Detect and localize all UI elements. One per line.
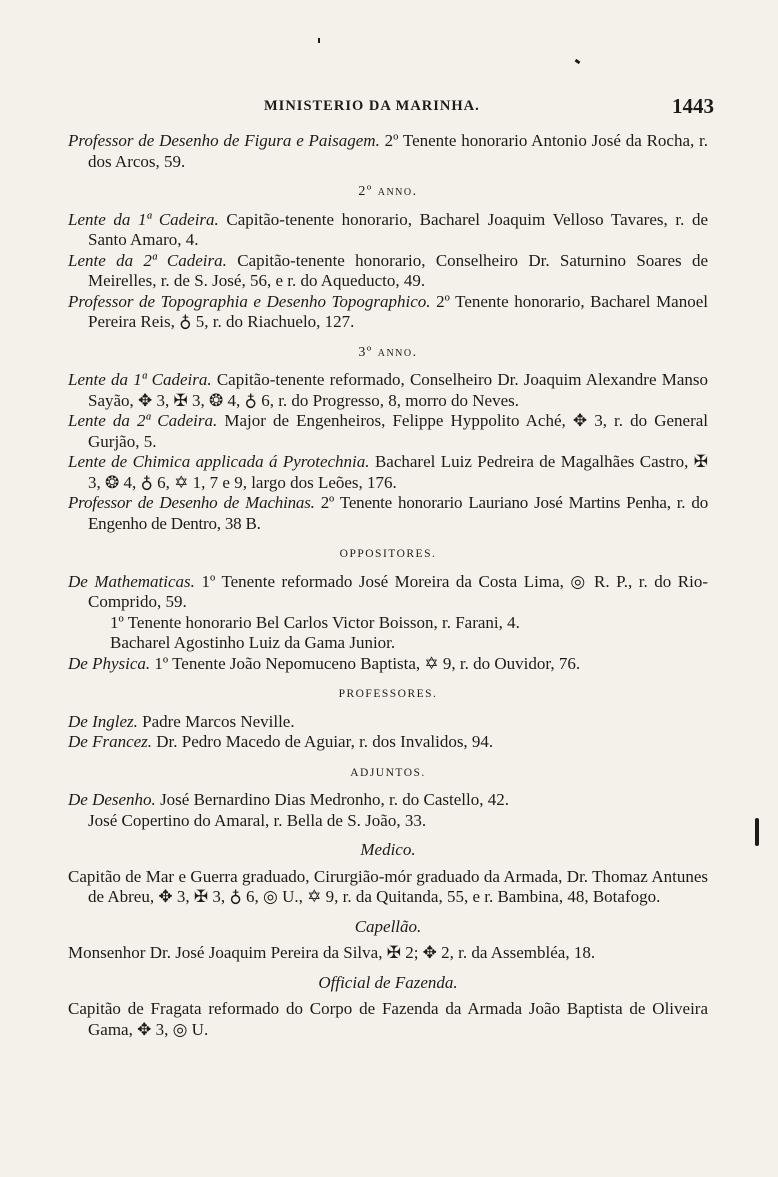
staff-entry [68,867,708,908]
entry-text: Monsenhor Dr. José Joaquim Pereira da Silva, ✠ 2; ✥ 2, r. da Assembléa, 18. [68,943,596,962]
section-heading-professores: PROFESSORES. [338,688,438,700]
section-heading-medico: Medico. [360,840,416,859]
staff-entry [68,411,708,452]
entry-role: Lente de Chimica applicada á Pyrotechnia. [68,452,370,471]
entry-text: Capitão-tenente reformado, Conselheiro Dr. Joaquim Alexandre Manso Sayão, ✥ 3, ✠ 3, ❂ 4, ♁ 6, r. do Progresso, 8, morro do Neves. [88,370,708,410]
entry-text: Capitão-tenente honorario, Bacharel Joaquim Velloso Tavares, r. de Santo Amaro, 4. [88,209,708,249]
staff-entry [68,633,708,654]
entry-role: De Physica. [68,653,151,673]
running-title: MINISTERIO DA MARINHA. [264,98,480,114]
staff-entry [68,210,708,251]
entry-text: 1º Tenente João Nepomuceno Baptista, ✡ 9, r. do Ouvidor, 76. [154,653,581,673]
staff-entry [68,811,708,832]
entry-role: De Francez. [68,732,153,751]
entry-text: Capitão-tenente honorario, Conselheiro Dr. Saturnino Soares de Meirelles, r. de S. José, 56, e r. do Aqueducto, 49. [88,250,709,290]
entry-role: De Mathematicas. [68,571,195,591]
entry-role: Lente da 2ª Cadeira. [68,411,218,430]
section-heading-capellao: Capellão. [354,916,422,936]
section-heading-official-fazenda: Official de Fazenda. [318,972,458,992]
staff-entry [68,493,708,534]
section-heading-2-anno: 2º anno. [358,184,418,199]
section-heading-adjuntos: ADJUNTOS. [350,766,426,779]
staff-entry [68,999,708,1040]
entry-text: 1º Tenente reformado José Moreira da Costa Lima, ◎ R. P., r. do Rio-Comprido, 59. [88,571,709,611]
entry-role: Professor de Desenho de Figura e Paisagem. [68,131,380,150]
entry-role: Lente da 1ª Cadeira. [68,370,212,389]
ink-mark-margin [755,818,759,846]
page-body [68,131,708,1040]
section-heading-oppositores: OPPOSITORES. [339,548,437,560]
entry-text: Capitão de Fragata reformado do Corpo de Fazenda da Armada João Baptista de Oliveira Gama, ✥ 3, ◎ U. [68,999,708,1039]
entry-role: Lente da 1ª Cadeira. [68,209,219,229]
entry-text: José Bernardino Dias Medronho, r. do Castello, 42. [160,790,509,809]
staff-entry [68,613,708,634]
entry-role: De Inglez. [68,711,138,731]
ink-speck [575,59,581,64]
staff-entry [68,712,708,733]
entry-role: Lente da 2ª Cadeira. [68,250,227,270]
entry-text: Bacharel Luiz Pedreira de Magalhães Castro, ✠ 3, ❂ 4, ♁ 6, ✡ 1, 7 e 9, largo dos Leões, 176. [88,452,708,492]
staff-entry [68,452,708,493]
entry-text: 2º Tenente honorario, Bacharel Manoel Pereira Reis, ♁ 5, r. do Riachuelo, 127. [88,291,708,331]
staff-entry [68,370,708,411]
entry-role: De Desenho. [68,790,156,809]
page-number: 1443 [672,94,714,118]
staff-entry [68,572,708,613]
section-heading-3-anno: 3º anno. [358,344,418,360]
page-header [64,96,714,124]
entry-text: Capitão de Mar e Guerra graduado, Cirurgião-mór graduado da Armada, Dr. Thomaz Antunes de Abreu, ✥ 3, ✠ 3, ♁ 6, ◎ U., ✡ 9, r. da Quitanda, 55, e r. Bambina, 48, Botafogo. [68,866,708,906]
entry-text: Padre Marcos Neville. [142,711,295,731]
entry-text: Bacharel Agostinho Luiz da Gama Junior. [110,633,396,652]
entry-role: Professor de Desenho de Machinas. [68,493,315,512]
entry-text: Dr. Pedro Macedo de Aguiar, r. dos Invalidos, 94. [156,732,494,751]
staff-entry [68,292,708,333]
entry-text: 1º Tenente honorario Bel Carlos Victor Boisson, r. Farani, 4. [110,612,520,632]
staff-entry [68,790,708,811]
staff-entry [68,251,708,292]
entry-role: Professor de Topographia e Desenho Topographico. [68,291,431,311]
entry-text: José Copertino do Amaral, r. Bella de S. João, 33. [88,810,427,830]
staff-entry [68,654,708,675]
entry-text: 2º Tenente honorario Lauriano José Martins Penha, r. do Engenho de Dentro, 38 B. [88,493,708,533]
ink-speck [318,38,320,43]
entry-text: Major de Engenheiros, Felippe Hyppolito Aché, ✥ 3, r. do General Gurjão, 5. [88,411,709,451]
staff-entry [68,943,708,964]
staff-entry [68,131,708,172]
entry-text: 2º Tenente honorario Antonio José da Rocha, r. dos Arcos, 59. [88,131,709,171]
staff-entry [68,732,708,753]
